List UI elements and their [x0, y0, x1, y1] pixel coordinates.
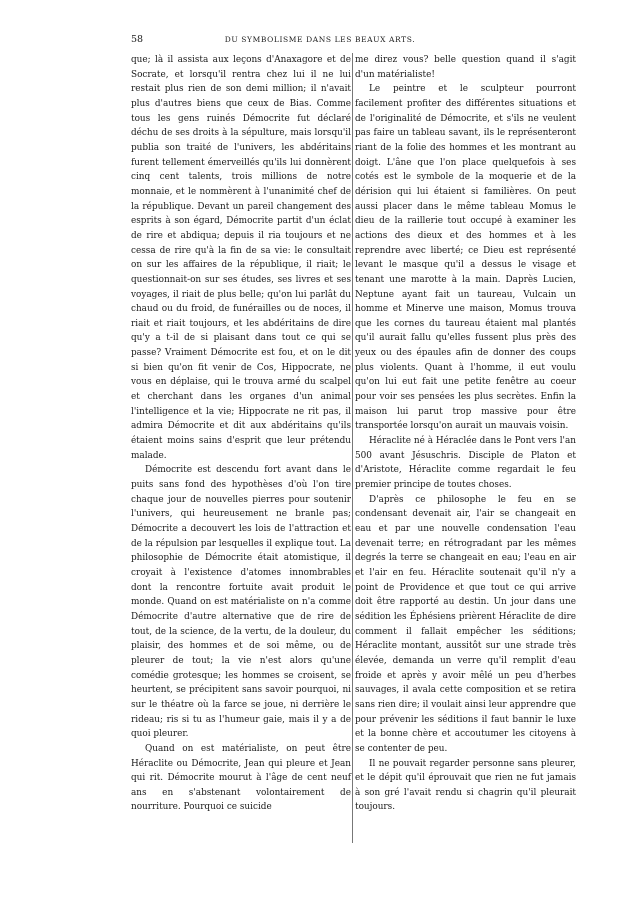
paragraph: Héraclite né à Héraclée dans le Pont vers l'an 500 avant Jésuschris. Disciple de Platon et d'Aristote, Héraclite comme regardait le feu premier principe de toutes choses.	[355, 436, 576, 491]
right-column	[355, 53, 576, 815]
paragraph: D'après ce philosophe le feu en se condensant devenait air, l'air se changeait en eau et par une nouvelle condensation l'eau devenait terre; en rétrogradant par les mêmes degrés la terre se changeait en eau; l'eau en air et l'air en feu. Héraclite soutenait qu'il n'y a point de Providence et que tout ce qui arrive doit être rapporté au destin. Un jour dans une sédition les Éphésiens prièrent Héraclite de dire comment il fallait empêcher les séditions; Héraclite montant, aussitôt sur une strade très élevée, demanda un verre qu'il remplit d'eau froide et après y avoir mêlé un peu d'herbes sauvages, il avala cette composition et se retira sans rien dire; il voulait ainsi leur apprendre que pour prévenir les séditions il faut bannir le luxe et la bonne chère et accoutumer les citoyens à se contenter de peu.	[355, 494, 576, 754]
paragraph: que; là il assista aux leçons d'Anaxagore et de Socrate, et lorsqu'il rentra chez lui il ne lui restait plus rien de son demi million; il n'avait plus d'autres biens que ceux de Bias. Comme tous les gens ruinés Démocrite fut déclaré déchu de ses droits à la sépulture, mais lorsqu'il publia son traité de l'univers, les abdéritains furent tellement émerveillés qu'ils lui donnèrent cinq cent talents, trois millions de notre monnaie, et le nommèrent à l'unanimité chef de la république. Devant un pareil changement des esprits à son égard, Démocrite partit d'un éclat de rire et abdiqua; depuis il ria toujours et ne cessa de rire qu'à la fin de sa vie: le consultait on sur les affaires de la république, il riait; le questionnait-on sur ses études, ses livres et ses voyages, il riait de plus belle; qu'on lui parlât du chaud ou du froid, de funérailles ou de noces, il riait et riait toujours, et les abdéritains de dire qu'y a t-il de si plaisant dans tout ce qui se passe? Vraiment Démocrite est fou, et on le dit si bien qu'on fit venir de Cos, Hippocrate, ne vous en déplaise, qui le trouva armé du scalpel et cherchant dans les organes d'un animal l'intelligence et la vie; Hippocrate ne rit pas, il admira Démocrite et dit aux abdéritains qu'ils étaient moins sains d'esprit que leur prétendu malade.	[131, 55, 351, 461]
paragraph: me direz vous? belle question quand il s'agit d'un matérialiste!	[355, 55, 576, 80]
left-column	[131, 53, 351, 815]
paragraph: Démocrite est descendu fort avant dans le puits sans fond des hypothèses d'où l'on tire chaque jour de nouvelles pierres pour soutenir l'univers, qui heureusement ne branle pas; Démocrite a decouvert les lois de l'attraction et de la répulsion par lesquelles il explique tout. La philosophie de Démocrite était atomistique, il croyait à l'existence d'atomes innombrables dont la rencontre fortuite avait produit le monde. Quand on est matérialiste on n'a comme Démocrite d'autre alternative que de rire de tout, de la science, de la vertu, de la douleur, du plaisir, des hommes et de soi même, ou de pleurer de tout; la vie n'est alors qu'une comédie grotesque; les hommes se croisent, se heurtent, se précipitent sans savoir pourquoi, ni sur le théatre où la farce se joue, ni derrière le rideau; ris si tu as l'humeur gaie, mais il y a de quoi pleurer.	[131, 465, 351, 740]
paragraph: Quand on est matérialiste, on peut être Héraclite ou Démocrite, Jean qui pleure et Jean qui rit. Démocrite mourut à l'âge de cent neuf ans en s'abstenant volontairement de nourriture. Pourquoi ce suicide	[131, 743, 351, 813]
page-header	[131, 33, 509, 47]
paragraph: Le peintre et le sculpteur pourront facilement profiter des différentes situations et de l'originalité de Démocrite, et s'ils ne veulent pas faire un tableau savant, ils le représenteront riant de la folie des hommes et les montrant au doigt. L'âne que l'on place quelquefois à ses cotés est le symbole de la moquerie et de la dérision qui lui étaient si familières. On peut aussi placer dans le même tableau Momus le dieu de la raillerie tout occupé à examiner les actions des dieux et des hommes et à les reprendre avec liberté; ce Dieu est représenté levant le masque qu'il a dessus le visage et tenant une marotte à la main. Daprès Lucien, Neptune ayant fait un taureau, Vulcain un homme et Minerve une maison, Momus trouva que les cornes du taureau étaient mal plantés qu'il aurait fallu qu'elles fussent plus près des yeux ou des épaules afin de donner des coups plus violents. Quant à l'homme, il eut voulu qu'on lui eut fait une petite fenêtre au coeur pour voir ses pensées les plus secrètes. Enfin la maison lui parut trop massive pour être transportée lorsqu'on aurait un mauvais voisin.	[355, 84, 576, 432]
page-number: 58	[131, 34, 144, 45]
paragraph: Il ne pouvait regarder personne sans pleurer, et le dépit qu'il éprouvait que rien ne fut jamais à son gré l'avait rendu si chagrin qu'il pleurait toujours.	[355, 758, 576, 813]
column-divider	[352, 53, 353, 843]
running-title: DU SYMBOLISME DANS LES BEAUX ARTS.	[224, 35, 416, 44]
